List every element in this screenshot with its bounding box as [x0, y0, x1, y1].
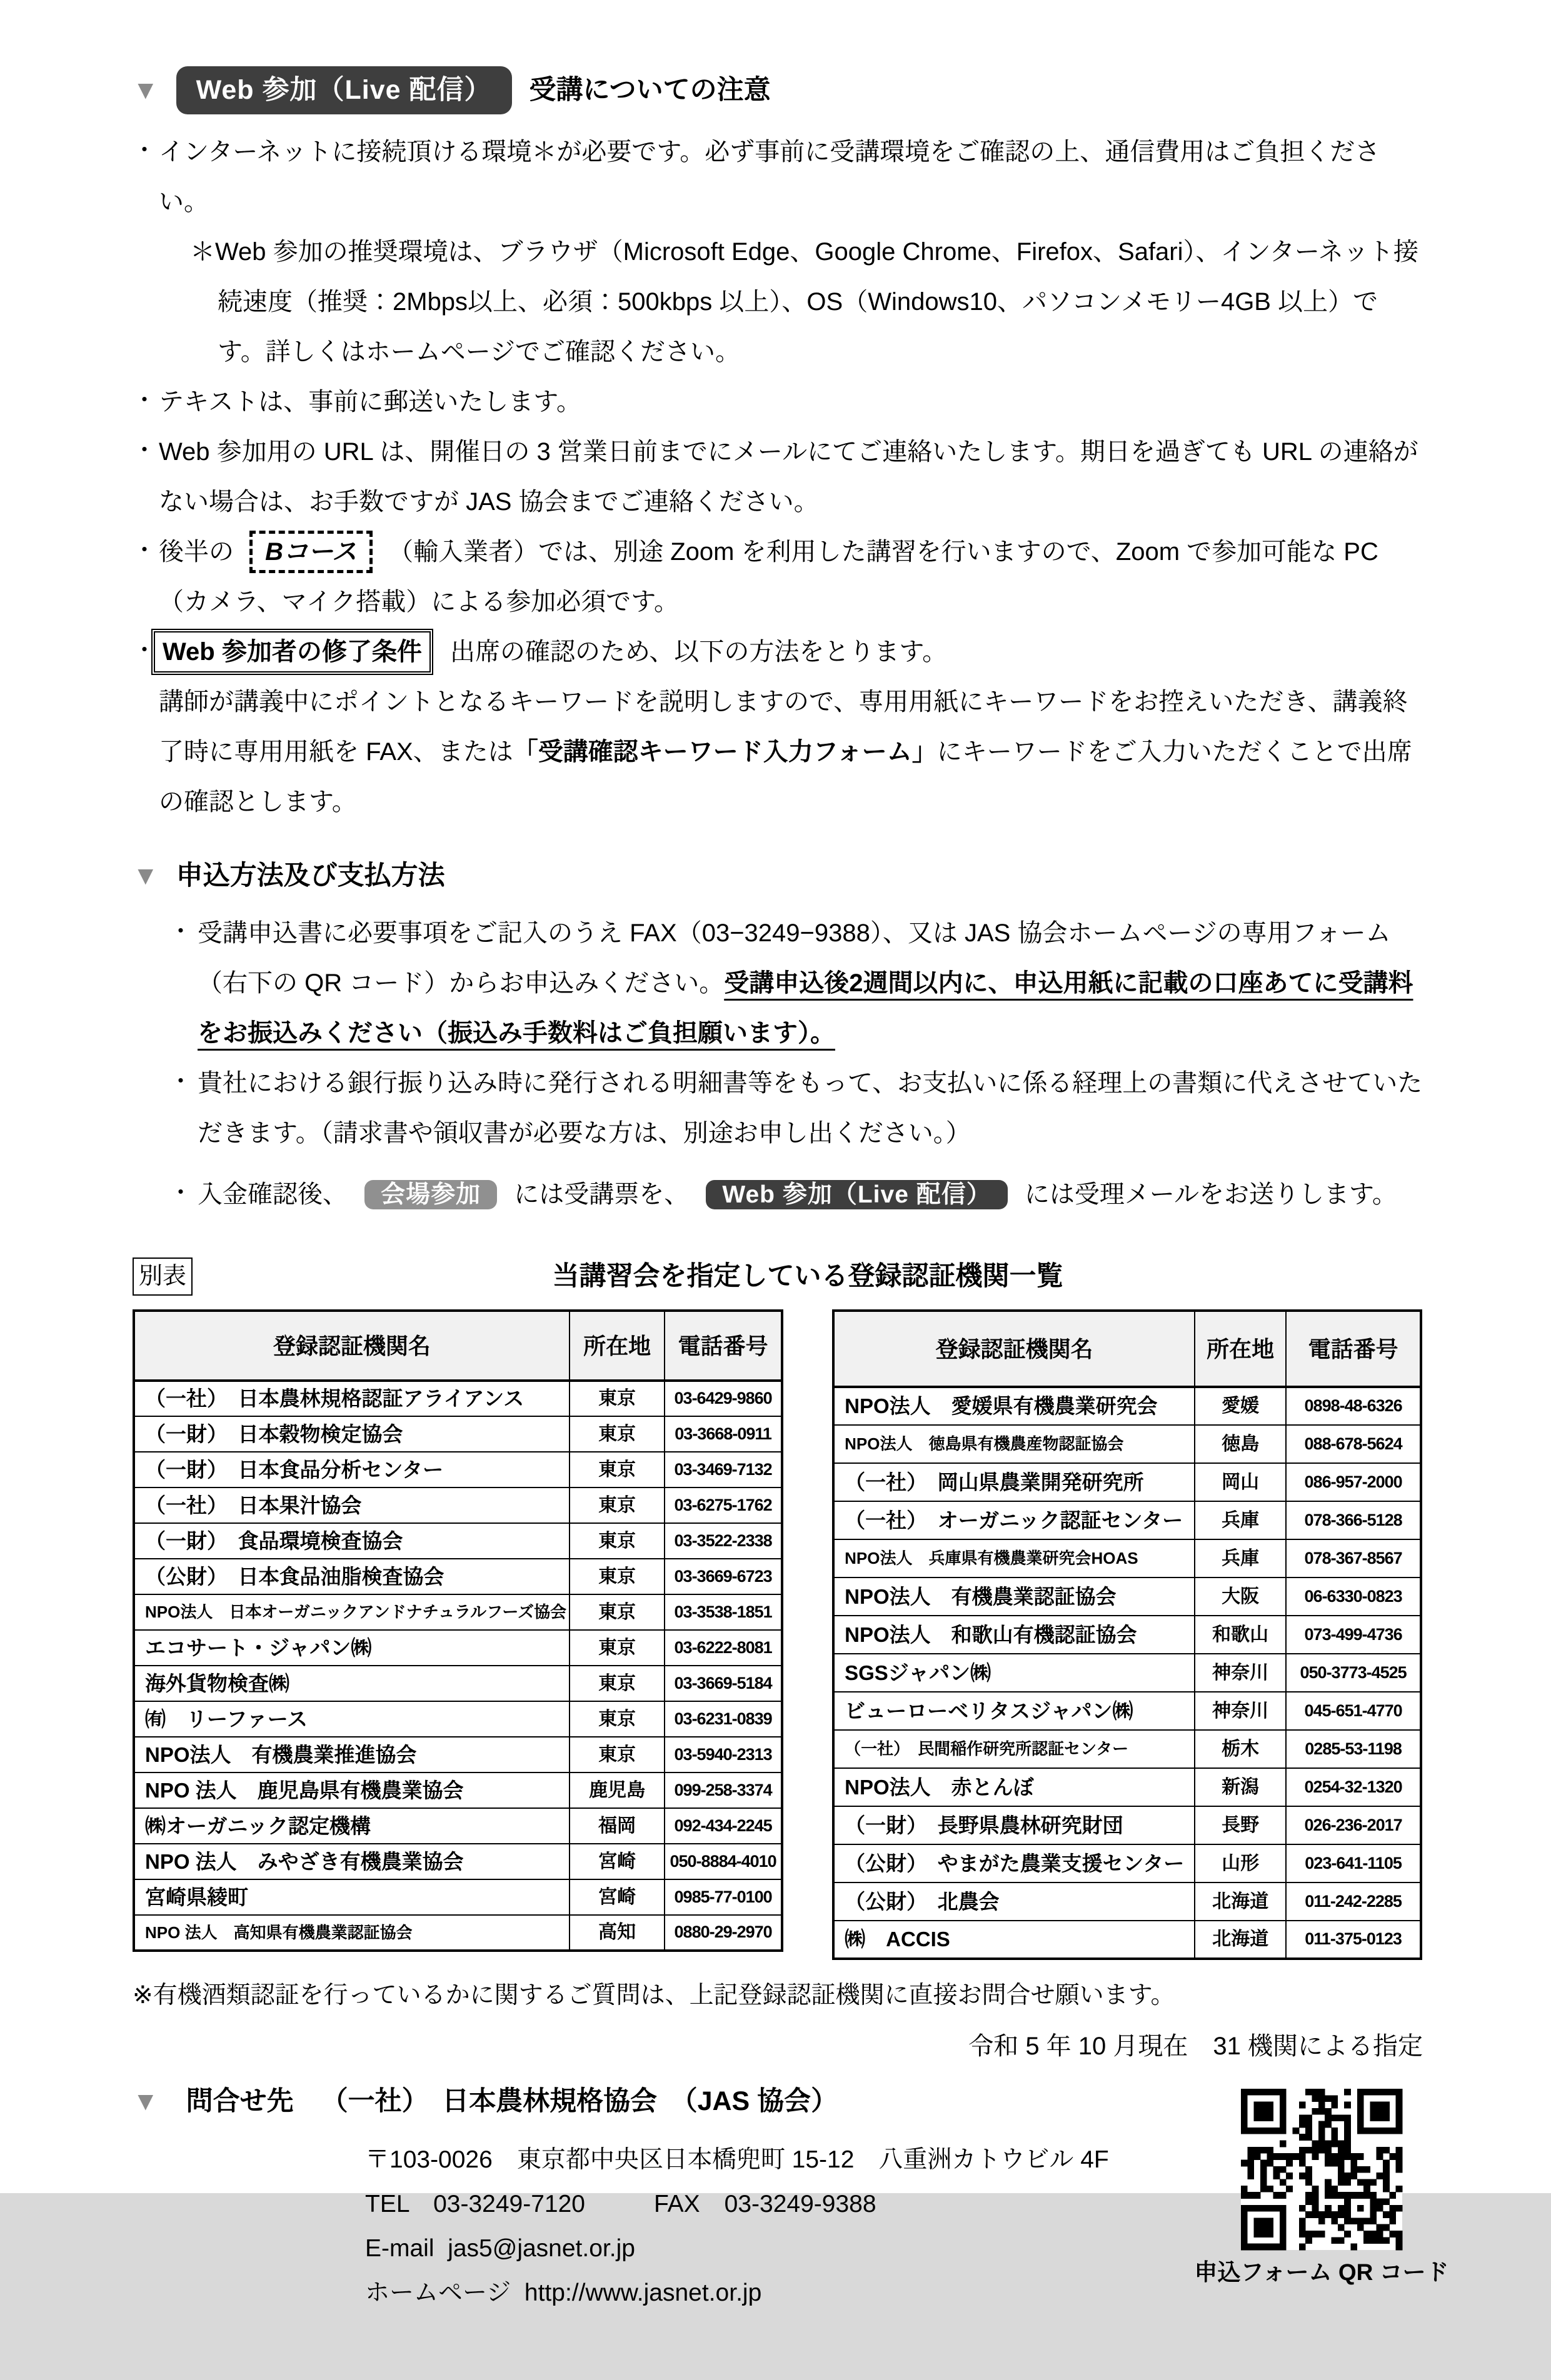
bullet-icon: ・ [133, 137, 157, 164]
table-row [134, 1523, 782, 1559]
location-cell: 北海道 [1195, 1882, 1286, 1921]
table-footnote: ※有機酒類認証を行っているかに関するご質問は、上記登録認証機関に直接お問合せ願います。 [133, 1982, 1175, 2009]
col-header-phone: 電話番号 [1286, 1311, 1421, 1387]
bullet-text-pre: 後半の [159, 538, 234, 566]
location-cell: 東京 [570, 1452, 665, 1488]
location-cell: 長野 [1195, 1806, 1286, 1844]
location-cell: 神奈川 [1195, 1654, 1286, 1692]
phone-cell: 03-6222-8081 [665, 1630, 782, 1666]
contact-org-name: （一社） 日本農林規格協会 （JAS 協会） [321, 2086, 838, 2116]
table-row [134, 1666, 782, 1701]
list-item [133, 427, 1423, 527]
payment-deadline-emphasis: 受講申込後2週間以内に、申込用紙に記載の口座あてに受講料をお振込みください（振込み手数料はご負担願います）。 [198, 969, 1413, 1047]
section-marker-icon: ▼ [133, 75, 159, 105]
list-item [133, 127, 1423, 227]
table-row [833, 1806, 1421, 1844]
phone-cell: 011-242-2285 [1286, 1882, 1421, 1921]
location-cell: 福岡 [570, 1808, 665, 1844]
location-cell: 東京 [570, 1488, 665, 1523]
org-name-cell: ㈱オーガニック認定機構 [134, 1808, 570, 1844]
bullet-text: 貴社における銀行振り込み時に発行される明細書等をもって、お支払いに係る経理上の書類に代えさせていただきます。（請求書や領収書が必要な方は、別途お申し出ください。） [198, 1069, 1423, 1147]
location-cell: 東京 [570, 1666, 665, 1701]
completion-condition-box: Web 参加者の修了条件 [154, 631, 431, 672]
confirm-pre: 入金確認後、 [198, 1181, 348, 1208]
col-header-phone: 電話番号 [665, 1311, 782, 1381]
location-cell: 東京 [570, 1381, 665, 1416]
bullet-icon: ・ [169, 919, 193, 945]
bullet-text: インターネットに接続頂ける環境＊が必要です。必ず事前に受講環境をご確認の上、通信費用はご負担ください。 [159, 138, 1380, 216]
table-row [833, 1692, 1421, 1730]
table-head [833, 1311, 1421, 1387]
location-cell: 徳島 [1195, 1425, 1286, 1463]
table-row [134, 1808, 782, 1844]
section-web-title: 受講についての注意 [529, 75, 771, 105]
postal-address: 〒103-0026 東京都中央区日本橋兜町 15-12 八重洲カトウビル 4F [365, 2146, 1109, 2173]
phone-cell: 086-957-2000 [1286, 1463, 1421, 1501]
org-name-cell: NPO 法人 鹿児島県有機農業協会 [134, 1772, 570, 1808]
contact-label: 問合せ先 [186, 2086, 294, 2116]
fax-number: FAX 03-3249-9388 [653, 2190, 876, 2218]
keyword-paragraph [159, 677, 1423, 827]
table-row [134, 1844, 782, 1879]
table-row [134, 1381, 782, 1416]
table-row [833, 1616, 1421, 1654]
keyword-form-name: 「受講確認キーワード入力フォーム」 [513, 738, 937, 766]
table-row [833, 1768, 1421, 1806]
org-name-cell: （一社） 日本農林規格認証アライアンス [134, 1381, 570, 1416]
bullet-icon: ・ [133, 437, 157, 464]
location-cell: 高知 [570, 1915, 665, 1951]
org-name-cell: NPO法人 和歌山有機認証協会 [833, 1616, 1195, 1654]
web-notes-list [133, 127, 1423, 827]
phone-cell: 073-499-4736 [1286, 1616, 1421, 1654]
homepage-url: http://www.jasnet.or.jp [524, 2279, 762, 2306]
phone-cell: 045-651-4770 [1286, 1692, 1421, 1730]
list-item [169, 908, 1423, 1058]
org-name-cell: （一財） 長野県農林研究財団 [833, 1806, 1195, 1844]
location-cell: 栃木 [1195, 1730, 1286, 1768]
bullet-icon: ・ [133, 537, 157, 564]
table-row [134, 1879, 782, 1915]
appendix-label: 別表 [133, 1258, 193, 1296]
org-name-cell: NPO 法人 高知県有機農業認証協会 [134, 1915, 570, 1951]
org-name-cell: ㈲ リーファース [134, 1701, 570, 1737]
phone-cell: 088-678-5624 [1286, 1425, 1421, 1463]
org-name-cell: （一財） 日本穀物検定協会 [134, 1416, 570, 1452]
table-row [833, 1882, 1421, 1921]
table-row [833, 1501, 1421, 1539]
list-item [169, 1058, 1423, 1158]
phone-cell: 03-3469-7132 [665, 1452, 782, 1488]
list-item [133, 627, 1423, 677]
bullet-text: テキストは、事前に郵送いたします。 [159, 388, 581, 416]
phone-cell: 026-236-2017 [1286, 1806, 1421, 1844]
location-cell: 鹿児島 [570, 1772, 665, 1808]
org-name-cell: NPO法人 日本オーガニックアンドナチュラルフーズ協会 [134, 1594, 570, 1630]
list-item [169, 1169, 1423, 1219]
org-name-cell: （公財） 北農会 [833, 1882, 1195, 1921]
email-label: E-mail [365, 2234, 434, 2262]
table-row [833, 1730, 1421, 1768]
table-row [134, 1772, 782, 1808]
org-name-cell: NPO法人 兵庫県有機農業研究会HOAS [833, 1539, 1195, 1578]
org-name-cell: ㈱ ACCIS [833, 1921, 1195, 1959]
org-name-cell: NPO法人 有機農業推進協会 [134, 1737, 570, 1772]
bullet-text-post: （輸入業者）では、別途 Zoom を利用した講習を行いますので、Zoom で参加可能な PC（カメラ、マイク搭載）による参加必須です。 [159, 538, 1378, 616]
org-name-cell: （公財） 日本食品油脂検査協会 [134, 1559, 570, 1594]
table-row [134, 1416, 782, 1452]
phone-cell: 03-3669-6723 [665, 1559, 782, 1594]
section-marker-icon: ▼ [133, 860, 159, 890]
location-cell: 東京 [570, 1416, 665, 1452]
bullet-text [159, 527, 1423, 627]
paragraph-post: にキーワードをご入力いただくことで出席の確認とします。 [159, 738, 1412, 816]
org-name-cell: （一社） 民間稲作研究所認証センター [833, 1730, 1195, 1768]
org-name-cell: 海外貨物検査㈱ [134, 1666, 570, 1701]
table-row [833, 1539, 1421, 1578]
section-apply-title: 申込方法及び支払方法 [176, 860, 445, 891]
bullet-text [198, 908, 1423, 1058]
certification-tables [133, 1309, 1423, 1960]
phone-cell: 03-3668-0911 [665, 1416, 782, 1452]
location-cell: 宮崎 [570, 1844, 665, 1879]
bullet-text: Web 参加用の URL は、開催日の 3 営業日前までにメールにてご連絡いたします。期日を過ぎても URL の連絡がない場合は、お手数ですが JAS 協会までご連絡ください。 [159, 438, 1418, 516]
bullet-text [153, 627, 1423, 677]
phone-cell: 0898-48-6326 [1286, 1387, 1421, 1425]
table-row [134, 1737, 782, 1772]
email-address: jas5@jasnet.or.jp [448, 2234, 635, 2262]
location-cell: 宮崎 [570, 1879, 665, 1915]
section-apply-heading [133, 856, 1423, 896]
phone-cell: 0985-77-0100 [665, 1879, 782, 1915]
org-name-cell: （一財） 食品環境検査協会 [134, 1523, 570, 1559]
phone-cell: 03-3669-5184 [665, 1666, 782, 1701]
designation-count: 令和 5 年 10 月現在 31 機関による指定 [968, 2032, 1423, 2060]
phone-cell: 06-6330-0823 [1286, 1578, 1421, 1616]
location-cell: 山形 [1195, 1844, 1286, 1882]
table-row [833, 1578, 1421, 1616]
table-row [134, 1915, 782, 1951]
qr-caption: 申込フォーム QR コード [1194, 2259, 1449, 2285]
phone-cell: 03-3522-2338 [665, 1523, 782, 1559]
table-row [833, 1921, 1421, 1959]
org-name-cell: エコサート・ジャパン㈱ [134, 1630, 570, 1666]
table-row [134, 1630, 782, 1666]
bullet-icon: ・ [133, 637, 157, 664]
qr-code [1241, 2089, 1402, 2250]
location-cell: 新潟 [1195, 1768, 1286, 1806]
location-cell: 東京 [570, 1559, 665, 1594]
web-live-badge-inline: Web 参加（Live 配信） [706, 1180, 1007, 1209]
venue-badge: 会場参加 [364, 1180, 497, 1209]
phone-cell: 078-367-8567 [1286, 1539, 1421, 1578]
phone-cell: 092-434-2245 [665, 1808, 782, 1844]
header-row [833, 1311, 1421, 1387]
phone-cell: 0254-32-1320 [1286, 1768, 1421, 1806]
tel-number: TEL 03-3249-7120 [365, 2190, 585, 2218]
location-cell: 北海道 [1195, 1921, 1286, 1959]
section-marker-icon: ▼ [133, 2086, 159, 2116]
bullet-icon: ・ [169, 1069, 193, 1095]
org-name-cell: （一社） オーガニック認証センター [833, 1501, 1195, 1539]
table-row [134, 1594, 782, 1630]
phone-cell: 03-6429-9860 [665, 1381, 782, 1416]
web-live-badge: Web 参加（Live 配信） [176, 66, 512, 114]
table-row [134, 1701, 782, 1737]
org-name-cell: NPO法人 赤とんぼ [833, 1768, 1195, 1806]
bullet-text [198, 1169, 1423, 1219]
org-table-right [832, 1309, 1422, 1960]
org-name-cell: （公財） やまがた農業支援センター [833, 1844, 1195, 1882]
table-row [833, 1425, 1421, 1463]
apply-list [169, 908, 1423, 1219]
footnote-browser-requirements: ＊Web 参加の推奨環境は、ブラウザ（Microsoft Edge、Google Chrome、Firefox、Safari）、インターネット接続速度（推奨：2Mbps以上、必須：500kbps 以上）、OS（Windows10、パソコンメモリー4GB 以上）です。詳しくはホームページでご確認ください。 [190, 238, 1418, 366]
org-name-cell: 宮崎県綾町 [134, 1879, 570, 1915]
location-cell: 愛媛 [1195, 1387, 1286, 1425]
org-name-cell: NPO法人 愛媛県有機農業研究会 [833, 1387, 1195, 1425]
col-header-name: 登録認証機関名 [833, 1311, 1195, 1387]
org-name-cell: （一社） 日本果汁協会 [134, 1488, 570, 1523]
org-name-cell: （一社） 岡山県農業開発研究所 [833, 1463, 1195, 1501]
col-header-location: 所在地 [1195, 1311, 1286, 1387]
section-web-heading [133, 66, 1423, 114]
course-b-box: Bコース [249, 531, 373, 573]
org-name-cell: （一財） 日本食品分析センター [134, 1452, 570, 1488]
qr-block [1172, 2089, 1472, 2288]
header-row [134, 1311, 782, 1381]
phone-cell: 0880-29-2970 [665, 1915, 782, 1951]
phone-cell: 050-8884-4010 [665, 1844, 782, 1879]
phone-cell: 03-3538-1851 [665, 1594, 782, 1630]
phone-cell: 099-258-3374 [665, 1772, 782, 1808]
phone-cell: 03-6231-0839 [665, 1701, 782, 1737]
phone-cell: 0285-53-1198 [1286, 1730, 1421, 1768]
org-name-cell: NPO法人 徳島県有機農産物認証協会 [833, 1425, 1195, 1463]
org-table-left [133, 1309, 783, 1952]
location-cell: 東京 [570, 1737, 665, 1772]
location-cell: 岡山 [1195, 1463, 1286, 1501]
col-header-location: 所在地 [570, 1311, 665, 1381]
org-table-left-body [134, 1381, 782, 1951]
table-caption-row [133, 1249, 1423, 1303]
table-row [833, 1844, 1421, 1882]
location-cell: 兵庫 [1195, 1501, 1286, 1539]
confirm-mid: には受講票を、 [514, 1181, 690, 1208]
org-name-cell: NPO法人 有機農業認証協会 [833, 1578, 1195, 1616]
location-cell: 神奈川 [1195, 1692, 1286, 1730]
table-row [833, 1463, 1421, 1501]
location-cell: 和歌山 [1195, 1616, 1286, 1654]
phone-cell: 023-641-1105 [1286, 1844, 1421, 1882]
org-table-right-body [833, 1387, 1421, 1959]
location-cell: 兵庫 [1195, 1539, 1286, 1578]
confirm-post: には受理メールをお送りします。 [1024, 1181, 1397, 1208]
location-cell: 東京 [570, 1701, 665, 1737]
phone-cell: 03-5940-2313 [665, 1737, 782, 1772]
table-title: 当講習会を指定している登録認証機関一覧 [552, 1261, 1063, 1291]
location-cell: 東京 [570, 1523, 665, 1559]
col-header-name: 登録認証機関名 [134, 1311, 570, 1381]
paragraph-pre: 講師が講義中にポイントとなるキーワードを説明しますので、専用用紙にキーワードをお控えいただき、講義終了時に専用用紙を FAX、または [159, 688, 1408, 766]
bullet-icon: ・ [169, 1180, 193, 1206]
table-row [134, 1488, 782, 1523]
location-cell: 東京 [570, 1630, 665, 1666]
bullet-icon: ・ [133, 387, 157, 414]
location-cell: 大阪 [1195, 1578, 1286, 1616]
org-name-cell: NPO 法人 みやざき有機農業協会 [134, 1844, 570, 1879]
apply-pre: 受講申込書に必要事項をご記入のうえ FAX（03−3249−9388）、又は JAS 協会ホームページの専用フォーム（右下の QR コード）からお申込みください。 [198, 919, 1391, 997]
org-name-cell: ビューローベリタスジャパン㈱ [833, 1692, 1195, 1730]
homepage-label: ホームページ [365, 2279, 511, 2306]
table-row [833, 1654, 1421, 1692]
table-row [833, 1387, 1421, 1425]
table-row [134, 1559, 782, 1594]
org-name-cell: SGSジャパン㈱ [833, 1654, 1195, 1692]
phone-cell: 03-6275-1762 [665, 1488, 782, 1523]
phone-cell: 011-375-0123 [1286, 1921, 1421, 1959]
table-row [134, 1452, 782, 1488]
list-item [133, 527, 1423, 627]
table-head [134, 1311, 782, 1381]
bullet-text-post: 出席の確認のため、以下の方法をとります。 [449, 638, 948, 666]
list-item [133, 377, 1423, 427]
phone-cell: 050-3773-4525 [1286, 1654, 1421, 1692]
location-cell: 東京 [570, 1594, 665, 1630]
phone-cell: 078-366-5128 [1286, 1501, 1421, 1539]
contact-section [133, 2080, 1449, 2380]
